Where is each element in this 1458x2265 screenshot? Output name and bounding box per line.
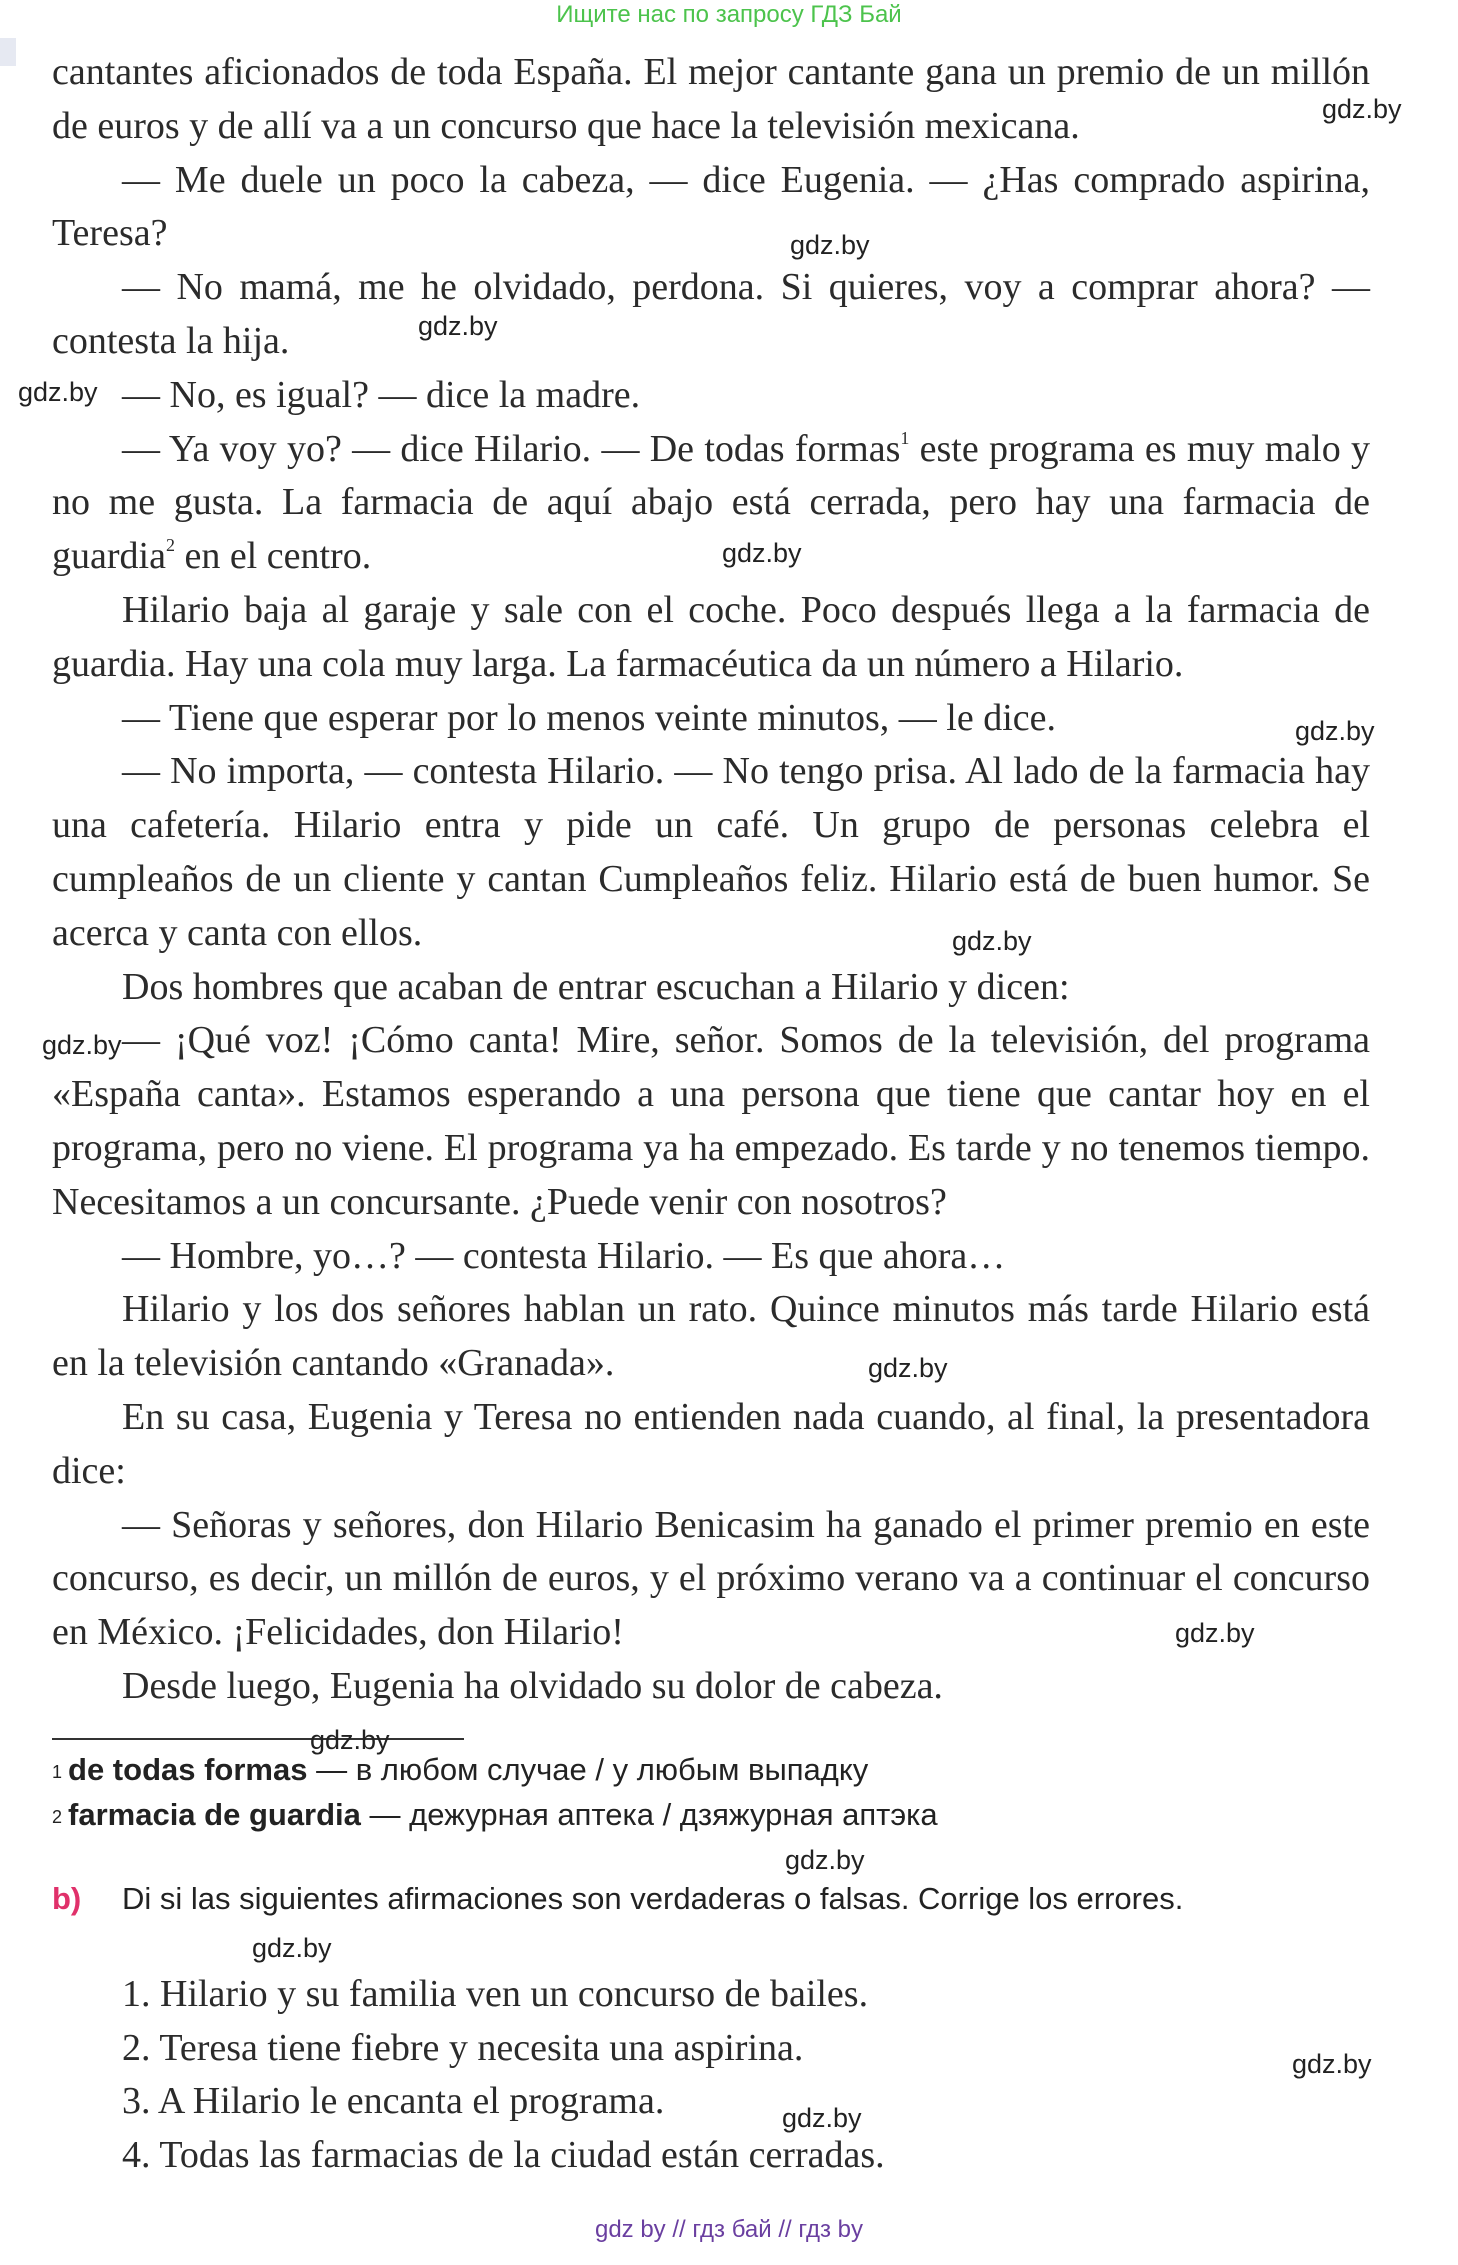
- story-text-run: en el centro.: [174, 535, 372, 578]
- story-text: [52, 46, 1370, 1714]
- story-paragraph: — Señoras y señores, don Hilario Benicasim ha ganado el primer premio en este concurso, es decir, un millón de euros, y el próximo verano va a continuar el concurso en México. ¡Felicidades, don Hilario!: [52, 1503, 1370, 1654]
- bottom-banner: gdz by // гдз бай // гдз by: [594, 2216, 864, 2243]
- watermark: gdz.by: [785, 1845, 865, 1875]
- top-banner: Ищите нас по запросу ГДЗ Бай: [556, 1, 902, 28]
- footnote: [52, 1752, 868, 1788]
- footnote-divider: [52, 1738, 464, 1740]
- watermark: gdz.by: [310, 1725, 390, 1755]
- story-paragraph: cantantes aficionados de toda España. El mejor cantante gana un premio de un millón de euros y de allí va a un concurso que hace la televisión mexicana.: [52, 51, 1370, 147]
- watermark: gdz.by: [952, 926, 1032, 956]
- watermark: gdz.by: [1295, 716, 1375, 746]
- statement-item: 1. Hilario y su familia ven un concurso de bailes.: [122, 1973, 869, 2015]
- footnote: [52, 1797, 938, 1833]
- story-paragraph: — Me duele un poco la cabeza, — dice Eugenia. — ¿Has comprado aspirina, Teresa?: [52, 158, 1370, 255]
- footnote-term: de todas formas: [68, 1752, 308, 1787]
- footnote-translation: — дежурная аптека / дзяжурная аптэка: [360, 1797, 938, 1832]
- watermark: gdz.by: [252, 1933, 332, 1963]
- story-paragraph: Hilario y los dos señores hablan un rato. Quince minutos más tarde Hilario está en la televisión cantando «Granada».: [52, 1288, 1370, 1385]
- watermark: gdz.by: [418, 311, 498, 341]
- story-paragraph: — No importa, — contesta Hilario. — No tengo prisa. Al lado de la farmacia hay una cafetería. Hilario entra y pide un café. Un grupo de personas celebra el cumpleaños de un cliente y cantan Cumpleaños feliz. Hilario está de buen humor. Se acerca y canta con ellos.: [52, 750, 1370, 954]
- watermark: gdz.by: [722, 538, 802, 568]
- footnote-number: 2: [52, 1807, 63, 1827]
- watermark: gdz.by: [42, 1030, 122, 1060]
- exercise-letter: b): [52, 1881, 82, 1916]
- footnote-number: 1: [52, 1762, 63, 1782]
- story-text-run: — Ya voy yo? — dice Hilario. — De todas formas: [122, 427, 901, 470]
- story-paragraph: Hilario baja al garaje y sale con el coche. Poco después llega a la farmacia de guardia. Hay una cola muy larga. La farmacéutica da un número a Hilario.: [52, 588, 1370, 685]
- watermark: gdz.by: [782, 2103, 862, 2133]
- story-paragraph: [52, 423, 1370, 584]
- story-paragraph: — No, es igual? — dice la madre.: [122, 373, 641, 416]
- footnote-ref: 1: [900, 427, 910, 448]
- watermark: gdz.by: [1292, 2049, 1372, 2079]
- exercise-instruction: Di si las siguientes afirmaciones son verdaderas o falsas. Corrige los errores.: [122, 1881, 1184, 1916]
- statement-item: 2. Teresa tiene fiebre y necesita una aspirina.: [122, 2026, 804, 2069]
- statement-list: [122, 1968, 1322, 2182]
- exercise-b: [52, 1880, 1392, 1918]
- story-paragraph: — No mamá, me he olvidado, perdona. Si quieres, voy a comprar ahora? — contesta la hija.: [52, 266, 1370, 362]
- watermark: gdz.by: [18, 377, 98, 407]
- statement-item: 4. Todas las farmacias de la ciudad están cerradas.: [122, 2133, 885, 2176]
- footnote-term: farmacia de guardia: [68, 1797, 361, 1832]
- story-paragraph: Desde luego, Eugenia ha olvidado su dolor de cabeza.: [122, 1664, 943, 1707]
- page-corner-decoration: [0, 38, 16, 66]
- story-text-run: este programa es muy malo y no me gusta. La farmacia de aquí abajo está cerrada, pero hay una farmacia de guardia: [52, 427, 1370, 578]
- story-paragraph: — ¡Qué voz! ¡Cómo canta! Mire, señor. Somos de la televisión, del programa «España canta». Estamos esperando a una persona que tiene que cantar hoy en el programa, pero no viene. El programa ya ha empezado. Es tarde y no tenemos tiempo. Necesitamos a un concursante. ¿Puede venir con nosotros?: [52, 1019, 1370, 1223]
- story-paragraph: Dos hombres que acaban de entrar escuchan a Hilario y dicen:: [122, 965, 1070, 1008]
- watermark: gdz.by: [790, 230, 870, 260]
- watermark: gdz.by: [1322, 94, 1402, 124]
- watermark: gdz.by: [1175, 1618, 1255, 1648]
- story-paragraph: En su casa, Eugenia y Teresa no entienden nada cuando, al final, la presentadora dice:: [52, 1395, 1370, 1492]
- statement-item: 3. A Hilario le encanta el programa.: [122, 2080, 665, 2122]
- footnote-ref: 2: [165, 535, 175, 556]
- watermark: gdz.by: [868, 1353, 948, 1383]
- story-paragraph: — Hombre, yo…? — contesta Hilario. — Es que ahora…: [122, 1234, 1006, 1277]
- footnote-translation: — в любом случае / у любым выпадку: [307, 1752, 869, 1787]
- story-paragraph: — Tiene que esperar por lo menos veinte minutos, — le dice.: [122, 696, 1056, 739]
